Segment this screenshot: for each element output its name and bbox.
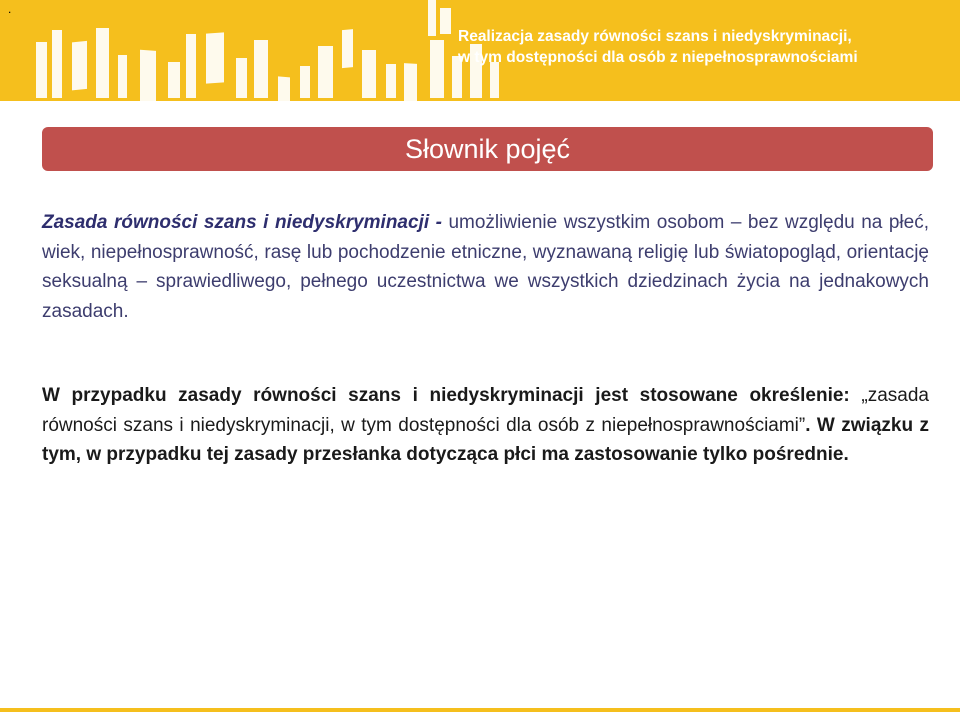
note-part-2: . W związku z tym, w przypadku tej zasady przesłanka dotycząca płci ma zastosowanie tylko pośrednie. <box>42 414 929 465</box>
header-band <box>0 0 960 101</box>
definition-text: umożliwienie wszystkim osobom – bez względu na płeć, wiek, niepełnosprawność, rasę lub pochodzenie etniczne, wyznawaną religię lub światopogląd, orientację seksualną – sprawiedliwego, pełnego uczestnictwa we wszystkich dziedzinach życia na jednakowych zasadach. <box>42 212 929 322</box>
note-quote: „zasada równości szans i niedyskryminacji, w tym dostępności dla osób z niepełnosprawnościami” <box>42 385 929 436</box>
header-decoration-icon <box>0 0 520 101</box>
header-title-line-2: w tym dostępności dla osób z niepełnosprawnościami <box>458 49 858 66</box>
definition-paragraph <box>42 208 929 326</box>
header-title-line-1: Realizacja zasady równości szans i niedyskryminacji, <box>458 28 852 45</box>
slide-title: Słownik pojęć <box>42 127 933 171</box>
definition-term: Zasada równości szans i niedyskryminacji - <box>42 212 442 233</box>
note-part-1: W przypadku zasady równości szans i niedyskryminacji jest stosowane określenie: <box>42 385 862 406</box>
note-paragraph <box>42 381 929 470</box>
header-title <box>458 26 928 68</box>
bottom-line <box>0 708 960 712</box>
corner-mark: . <box>8 2 12 16</box>
